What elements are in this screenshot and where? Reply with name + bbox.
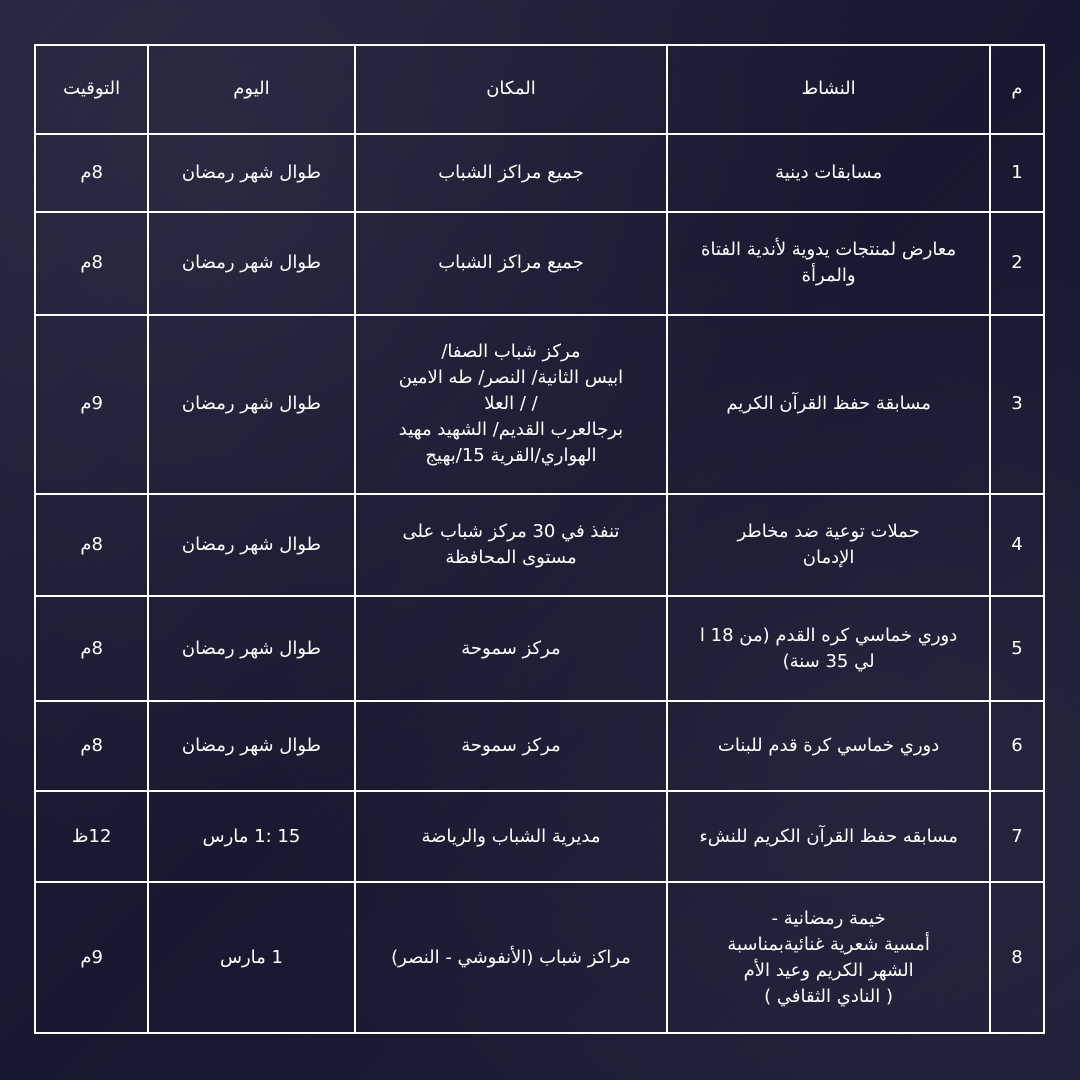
cell-time: 8م — [35, 494, 148, 597]
cell-place: جميع مراكز الشباب — [355, 134, 668, 212]
cell-place: مركز شباب الصفا/ ابيس الثانية/ النصر/ طه الامين / / العلا برجالعرب القديم/ الشهيد مهيد الهواري/القرية 15/بهيج — [355, 315, 668, 494]
header-day: اليوم — [148, 45, 354, 134]
table-row — [35, 212, 1044, 315]
cell-day: 1 مارس — [148, 882, 354, 1033]
cell-time: 12ظ — [35, 791, 148, 882]
cell-num: 4 — [990, 494, 1044, 597]
table-row — [35, 596, 1044, 701]
cell-num: 8 — [990, 882, 1044, 1033]
cell-activity: مسابقات دينية — [667, 134, 990, 212]
cell-day: طوال شهر رمضان — [148, 701, 354, 792]
cell-time: 8م — [35, 596, 148, 701]
cell-place: مركز سموحة — [355, 701, 668, 792]
cell-activity: دوري خماسي كره القدم (من 18 ا لي 35 سنة) — [667, 596, 990, 701]
cell-activity: حملات توعية ضد مخاطر الإدمان — [667, 494, 990, 597]
cell-day: طوال شهر رمضان — [148, 212, 354, 315]
cell-place: مديرية الشباب والرياضة — [355, 791, 668, 882]
table-row — [35, 134, 1044, 212]
cell-time: 8م — [35, 212, 148, 315]
cell-time: 8م — [35, 701, 148, 792]
cell-day: طوال شهر رمضان — [148, 596, 354, 701]
cell-place: جميع مراكز الشباب — [355, 212, 668, 315]
cell-place: مراكز شباب (الأنفوشي - النصر) — [355, 882, 668, 1033]
cell-time: 9م — [35, 882, 148, 1033]
header-time: التوقيت — [35, 45, 148, 134]
cell-day: طوال شهر رمضان — [148, 134, 354, 212]
cell-num: 5 — [990, 596, 1044, 701]
cell-day: طوال شهر رمضان — [148, 494, 354, 597]
cell-num: 7 — [990, 791, 1044, 882]
cell-day: طوال شهر رمضان — [148, 315, 354, 494]
cell-place: مركز سموحة — [355, 596, 668, 701]
cell-time: 8م — [35, 134, 148, 212]
activities-table — [34, 44, 1045, 1034]
cell-activity: خيمة رمضانية - أمسية شعرية غنائيةبمناسبة الشهر الكريم وعيد الأم ( النادي الثقافي ) — [667, 882, 990, 1033]
table-row — [35, 315, 1044, 494]
table-row — [35, 791, 1044, 882]
header-place: المكان — [355, 45, 668, 134]
header-num: م — [990, 45, 1044, 134]
cell-activity: معارض لمنتجات يدوية لأندية الفتاة والمرأة — [667, 212, 990, 315]
cell-time: 9م — [35, 315, 148, 494]
table-header-row — [35, 45, 1044, 134]
cell-num: 1 — [990, 134, 1044, 212]
cell-activity: دوري خماسي كرة قدم للبنات — [667, 701, 990, 792]
cell-num: 3 — [990, 315, 1044, 494]
table-row — [35, 882, 1044, 1033]
cell-num: 6 — [990, 701, 1044, 792]
header-activity: النشاط — [667, 45, 990, 134]
table-row — [35, 494, 1044, 597]
cell-num: 2 — [990, 212, 1044, 315]
cell-activity: مسابقه حفظ القرآن الكريم للنشء — [667, 791, 990, 882]
cell-place: تنفذ في 30 مركز شباب على مستوى المحافظة — [355, 494, 668, 597]
table-row — [35, 701, 1044, 792]
cell-day: 15 :1 مارس — [148, 791, 354, 882]
cell-activity: مسابقة حفظ القرآن الكريم — [667, 315, 990, 494]
